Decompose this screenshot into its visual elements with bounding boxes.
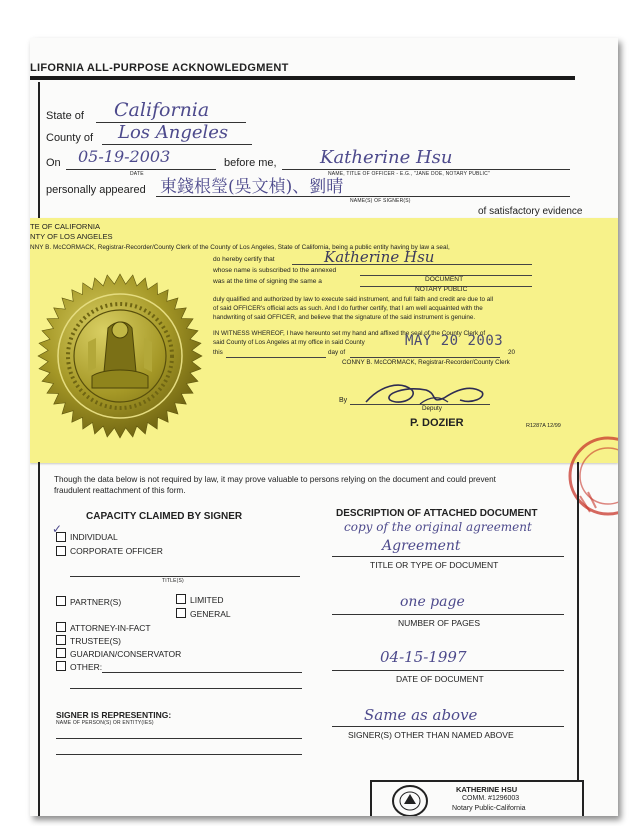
trustee-label: TRUSTEE(S) [70, 636, 121, 646]
corporate-checkbox[interactable] [56, 546, 66, 556]
appeared-label: personally appeared [46, 184, 146, 196]
date-line [66, 169, 216, 170]
check-mark-icon: ✓ [52, 522, 63, 536]
doc-title-value-2: Agreement [382, 538, 461, 554]
other-signers-value: Same as above [364, 706, 478, 724]
other-signers-line [332, 726, 564, 727]
representing-line-2 [56, 754, 302, 755]
county-value: Los Angeles [118, 122, 229, 143]
officer-value: Katherine Hsu [320, 147, 453, 168]
general-label: GENERAL [190, 609, 231, 619]
day-line [226, 357, 326, 358]
optional-note-1: Though the data below is not required by law, it may prove valuable to persons relying on the document and could prevent [54, 475, 496, 484]
doc-title-value-1: copy of the original agreement [344, 520, 532, 534]
year-label: 20 [508, 349, 516, 356]
doc-title-line [332, 556, 564, 557]
trustee-checkbox[interactable] [56, 635, 66, 645]
general-checkbox[interactable] [176, 608, 186, 618]
cert-state: TE OF CALIFORNIA [30, 222, 101, 231]
notary-stamp [370, 780, 584, 816]
officer-sub: NAME, TITLE OF OFFICER - E.G., "JANE DOE, NOTARY PUBLIC" [328, 171, 490, 177]
individual-label: INDIVIDUAL [70, 532, 118, 542]
representing-sub: NAME OF PERSON(S) OR ENTITY(IES) [56, 720, 154, 726]
other-signers-label: SIGNER(S) OTHER THAN NAMED ABOVE [348, 730, 514, 740]
evidence-fragment: of satisfactory evidence [478, 206, 583, 217]
doc-title-label: TITLE OR TYPE OF DOCUMENT [370, 560, 499, 570]
other-label: OTHER: [70, 662, 103, 672]
title-rule [30, 76, 575, 80]
limited-label: LIMITED [190, 595, 224, 605]
representing-heading: SIGNER IS REPRESENTING: [56, 710, 172, 720]
limited-checkbox[interactable] [176, 594, 186, 604]
doc-date-label: DATE OF DOCUMENT [396, 674, 484, 684]
pages-line [332, 614, 564, 615]
county-line [102, 144, 252, 145]
state-value: California [114, 99, 210, 121]
doc-date-line [332, 670, 564, 671]
form-code: R1287A 12/99 [526, 423, 561, 429]
date-sub: DATE [130, 171, 144, 177]
description-heading: DESCRIPTION OF ATTACHED DOCUMENT [336, 508, 538, 519]
notary-label: NOTARY PUBLIC [415, 286, 468, 293]
witness-line1: IN WITNESS WHEREOF, I have hereunto set my hand and affixed the seal of the County Clerk of [213, 330, 486, 337]
state-label: State of [46, 110, 84, 122]
titles-label: TITLE(S) [162, 578, 184, 584]
date-value: 05-19-2003 [78, 147, 171, 166]
other-checkbox[interactable] [56, 661, 66, 671]
this-label: this [213, 349, 223, 356]
corporate-label: CORPORATE OFFICER [70, 546, 163, 556]
pages-label: NUMBER OF PAGES [398, 618, 481, 628]
cert-body2: of said OFFICER's official acts as such. And I do further certify, that I am well acquainted with the [213, 305, 483, 312]
acknowledgment-page [30, 38, 618, 816]
whose-name-label: whose name is subscribed to the annexed [213, 267, 337, 274]
attorney-label: ATTORNEY-IN-FACT [70, 623, 151, 633]
pages-value: one page [400, 594, 465, 610]
officer-line [282, 169, 570, 170]
notary-name: KATHERINE HSU [456, 785, 518, 794]
clerk-name: CONNY B. McCORMACK, Registrar-Recorder/County Clerk [342, 359, 510, 366]
cert-line1: NNY B. McCORMACK, Registrar-Recorder/County Clerk of the County of Los Angeles, State of California, being a public entity having by law a seal, [30, 244, 450, 251]
notary-line3: Notary Public-California [452, 805, 526, 812]
certify-label: do hereby certify that [213, 256, 275, 263]
notary-seal-icon [390, 784, 430, 816]
certify-value: Katherine Hsu [324, 248, 435, 266]
doc-date-value: 04-15-1997 [380, 648, 467, 666]
same-as-label: was at the time of signing the same a [213, 278, 322, 285]
attorney-checkbox[interactable] [56, 622, 66, 632]
deputy-name: P. DOZIER [410, 417, 464, 429]
titles-line [70, 576, 300, 577]
witness-line2: said County of Los Angeles at my office in said County [213, 339, 365, 346]
optional-note-2: fraudulent reattachment of this form. [54, 486, 186, 495]
guardian-checkbox[interactable] [56, 648, 66, 658]
county-label: County of [46, 132, 94, 144]
by-label: By [339, 397, 348, 404]
notary-comm: COMM. #1296003 [462, 795, 520, 802]
form-title: LIFORNIA ALL-PURPOSE ACKNOWLEDGMENT [30, 62, 289, 74]
cert-county: NTY OF LOS ANGELES [30, 232, 113, 241]
capacity-heading: CAPACITY CLAIMED BY SIGNER [86, 511, 243, 522]
deputy-label: Deputy [422, 405, 442, 412]
other-line-2 [70, 688, 302, 689]
stamp-date: MAY 20 2003 [405, 333, 504, 349]
county-seal-icon [36, 272, 204, 440]
guardian-label: GUARDIAN/CONSERVATOR [70, 649, 182, 659]
other-line-1 [102, 672, 302, 673]
partner-label: PARTNER(S) [70, 597, 122, 607]
partner-checkbox[interactable] [56, 596, 66, 606]
on-label: On [46, 157, 61, 169]
document-label: DOCUMENT [425, 276, 464, 283]
signers-sub: NAME(S) OF SIGNER(S) [350, 198, 411, 204]
before-me-label: before me, [224, 157, 277, 169]
representing-line-1 [56, 738, 302, 739]
cert-body3: handwriting of said OFFICER, and believe that the signature of the said instrument is genuine. [213, 314, 476, 321]
county-clerk-certificate [30, 218, 618, 463]
day-of-label: day of [328, 349, 346, 356]
signers-value: 東錢根瑩(吳文楨)、劉晴 [160, 177, 344, 197]
cert-body1: duly qualified and authorized by law to execute said instrument, and full faith and credit are due to all [213, 296, 494, 303]
